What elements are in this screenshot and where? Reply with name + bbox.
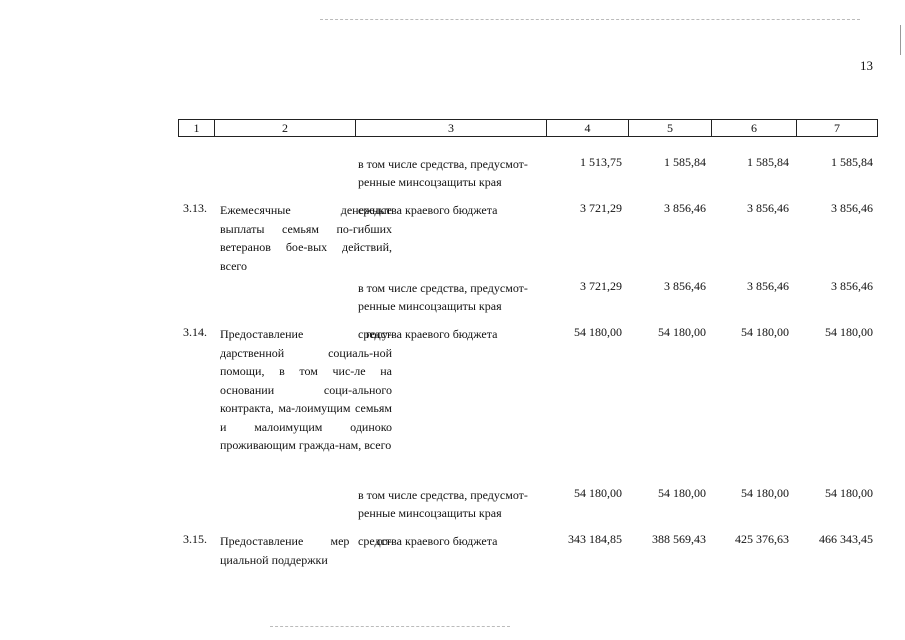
value-col-6: 54 180,00	[741, 325, 789, 339]
row-description: Предоставление мер со-циальной поддержки	[220, 534, 392, 567]
value-col-5: 3 856,46	[664, 279, 706, 293]
value-col-6: 3 856,46	[747, 279, 789, 293]
scan-artifact-bottom	[270, 626, 510, 628]
value-col-7: 3 856,46	[831, 279, 873, 293]
value-col-4: 54 180,00	[574, 486, 622, 500]
column-header-5: 5	[629, 120, 712, 136]
column-header-1: 1	[179, 120, 215, 136]
value-col-6: 3 856,46	[747, 201, 789, 215]
funding-source: средства краевого бюджета	[358, 327, 498, 341]
row-number: 3.13.	[183, 201, 207, 215]
column-header-6: 6	[712, 120, 797, 136]
column-header-row	[178, 119, 878, 137]
value-col-7: 54 180,00	[825, 325, 873, 339]
value-col-4: 54 180,00	[574, 325, 622, 339]
funding-source: в том числе средства, предусмот-ренные минсоцзащиты края	[358, 488, 528, 520]
value-col-5: 54 180,00	[658, 486, 706, 500]
value-col-5: 54 180,00	[658, 325, 706, 339]
value-col-4: 3 721,29	[580, 279, 622, 293]
value-col-7: 3 856,46	[831, 201, 873, 215]
scan-artifact-edge	[900, 25, 901, 55]
column-header-2: 2	[215, 120, 356, 136]
value-col-5: 388 569,43	[652, 532, 706, 546]
value-col-5: 3 856,46	[664, 201, 706, 215]
value-col-4: 1 513,75	[580, 155, 622, 169]
value-col-6: 1 585,84	[747, 155, 789, 169]
page-number: 13	[860, 58, 873, 73]
column-header-3: 3	[356, 120, 547, 136]
scan-artifact-top	[320, 19, 860, 21]
funding-source: в том числе средства, предусмот-ренные минсоцзащиты края	[358, 281, 528, 313]
value-col-4: 3 721,29	[580, 201, 622, 215]
row-number: 3.15.	[183, 532, 207, 546]
column-header-4: 4	[547, 120, 629, 136]
row-description: Предоставление госу-дарственной социаль-ной помощи, в том чис-ле на основании соци-ального контракта, ма-лоимущим семьям и малоимущим одиноко проживающим гражда-нам, всего	[220, 327, 392, 452]
funding-source: средства краевого бюджета	[358, 534, 498, 548]
funding-source: в том числе средства, предусмот-ренные минсоцзащиты края	[358, 157, 528, 189]
row-number: 3.14.	[183, 325, 207, 339]
value-col-6: 54 180,00	[741, 486, 789, 500]
value-col-7: 466 343,45	[819, 532, 873, 546]
value-col-5: 1 585,84	[664, 155, 706, 169]
column-header-7: 7	[834, 121, 840, 135]
value-col-4: 343 184,85	[568, 532, 622, 546]
value-col-7: 54 180,00	[825, 486, 873, 500]
row-description: Ежемесячные денежные выплаты семьям по-гибших ветеранов бое-вых действий, всего	[220, 203, 392, 273]
funding-source: средства краевого бюджета	[358, 203, 498, 217]
value-col-6: 425 376,63	[735, 532, 789, 546]
value-col-7: 1 585,84	[831, 155, 873, 169]
